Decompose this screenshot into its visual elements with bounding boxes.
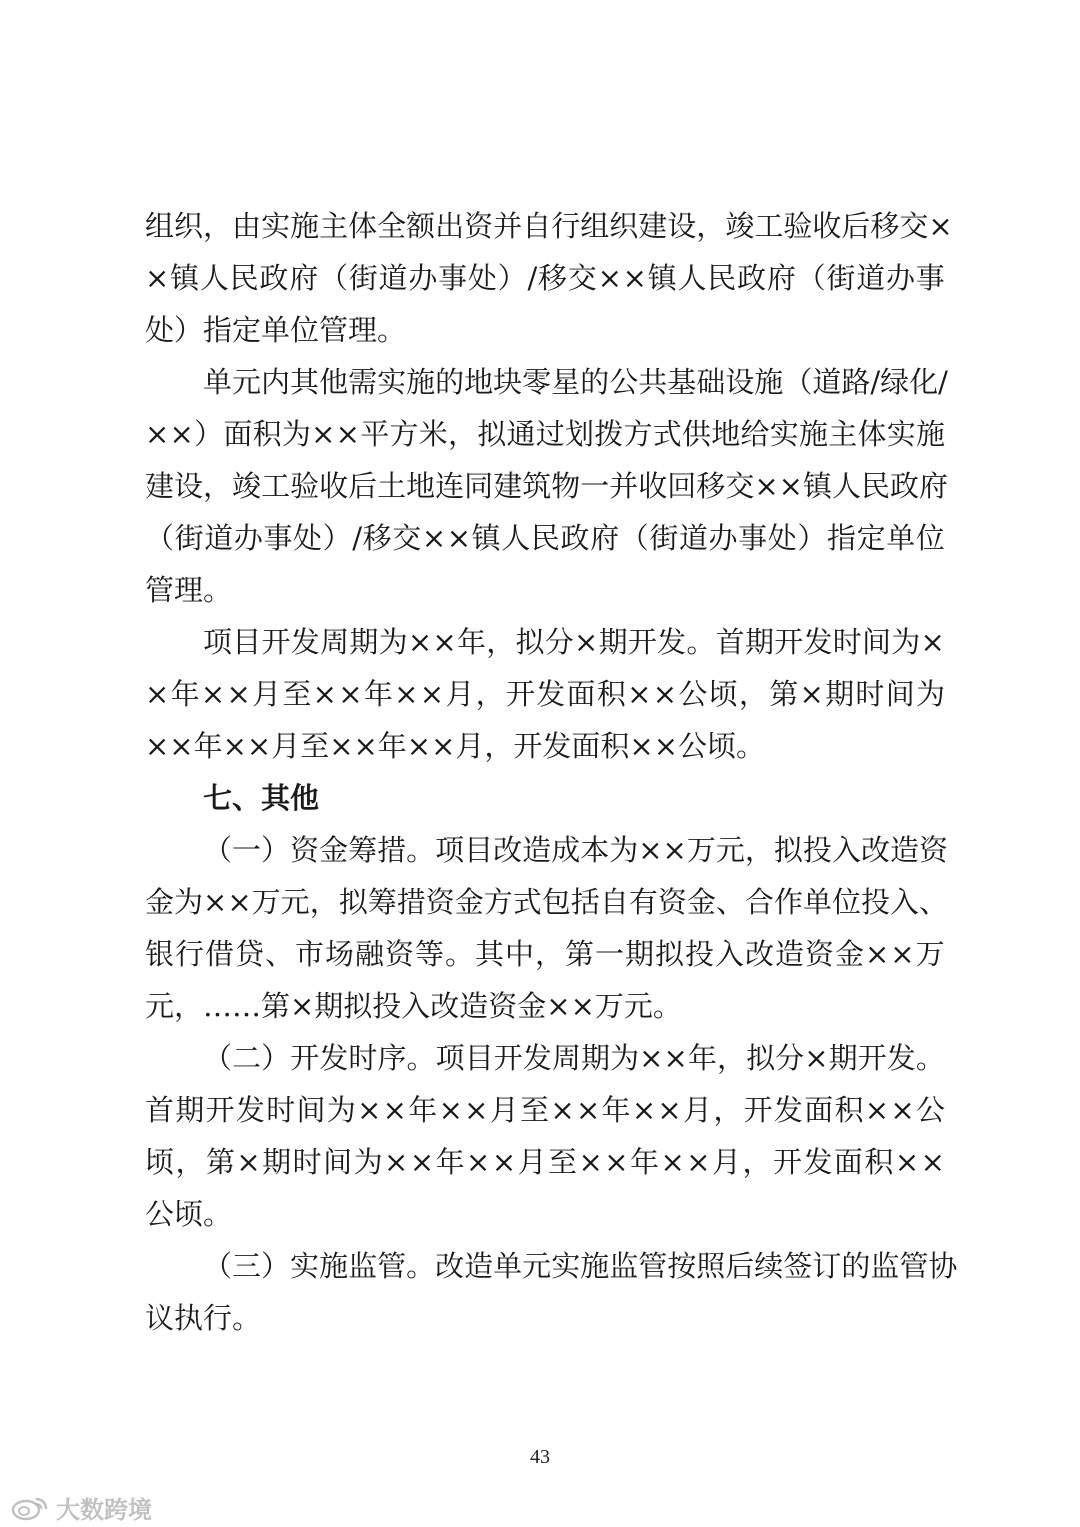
text-line: 银 行 借 贷 、 市 场 融 资 等 。 其 中 ， 第 一 期 拟 投 入 改 造 资 金 × × 万 (145, 937, 945, 971)
watermark (10, 1490, 152, 1525)
text-line: × 镇 人 民 政 府 （ 街 道 办 事 处 ） / 移 交 × × 镇 人 民 政 府 （ 街 道 办 事 (145, 261, 945, 295)
text-line: × × ） 面 积 为 × × 平 方 米 ， 拟 通 过 划 拨 方 式 供 地 给 实 施 主 体 实 施 (145, 417, 945, 451)
text-line: 处）指定单位管理。 (145, 313, 407, 347)
text-line: ××年××月至××年××月，开发面积××公顷。 (145, 729, 765, 763)
text-line: （ 一 ） 资 金 筹 措 。 项 目 改 造 成 本 为 × × 万 元 ， 拟 投 入 改 造 资 (203, 833, 948, 867)
text-line: （ 二 ） 开 发 时 序 。 项 目 开 发 周 期 为 × × 年 ， 拟 分 × 期 开 发 。 (203, 1041, 945, 1075)
text-line: 组 织 ， 由 实 施 主 体 全 额 出 资 并 自 行 组 织 建 设 ， 竣 工 验 收 后 移 交 × (145, 209, 953, 243)
text-line: 项 目 开 发 周 期 为 × × 年 ， 拟 分 × 期 开 发 。 首 期 开 发 时 间 为 × (203, 625, 945, 659)
paragraph-supervision (145, 1240, 958, 1344)
text-line: 议执行。 (145, 1301, 262, 1335)
paragraph-1 (145, 200, 953, 356)
text-line: 单 元 内 其 他 需 实 施 的 地 块 零 星 的 公 共 基 础 设 施 （ 道 路 / 绿 化 / (203, 365, 948, 399)
section-heading: 七、其他 (203, 781, 320, 815)
paragraph-funding (145, 824, 949, 1032)
text-line: 首 期 开 发 时 间 为 × × 年 × × 月 至 × × 年 × × 月 ， 开 发 面 积 × × 公 (145, 1093, 945, 1127)
paragraph-schedule (145, 1032, 945, 1240)
text-line: 建 设 ， 竣 工 验 收 后 土 地 连 同 建 筑 物 一 并 收 回 移 交 × × 镇 人 民 政 府 (145, 469, 949, 503)
text-line: 管理。 (145, 573, 233, 607)
paragraph-3 (145, 616, 945, 772)
text-line: × 年 × × 月 至 × × 年 × × 月 ， 开 发 面 积 × × 公 顷 ， 第 × 期 时 间 为 (145, 677, 945, 711)
paragraph-2 (145, 356, 949, 616)
text-line: 公顷。 (145, 1197, 233, 1231)
document-body (145, 200, 958, 1344)
weibo-logo-icon (10, 1495, 50, 1521)
text-line: （ 三 ） 实 施 监 管 。 改 造 单 元 实 施 监 管 按 照 后 续 签 订 的 监 管 协 (203, 1249, 958, 1283)
page-number: 43 (530, 1446, 550, 1468)
text-line: 顷 ， 第 × 期 时 间 为 × × 年 × × 月 至 × × 年 × × 月 ， 开 发 面 积 × × (145, 1145, 945, 1179)
watermark-text: 大数跨境 (56, 1496, 152, 1524)
text-line: （ 街 道 办 事 处 ） / 移 交 × × 镇 人 民 政 府 （ 街 道 办 事 处 ） 指 定 单 位 (145, 521, 945, 555)
text-line: 元，……第×期拟投入改造资金××万元。 (145, 989, 682, 1023)
text-line: 金 为 × × 万 元 ， 拟 筹 措 资 金 方 式 包 括 自 有 资 金 、 合 作 单 位 投 入 、 (145, 885, 949, 919)
